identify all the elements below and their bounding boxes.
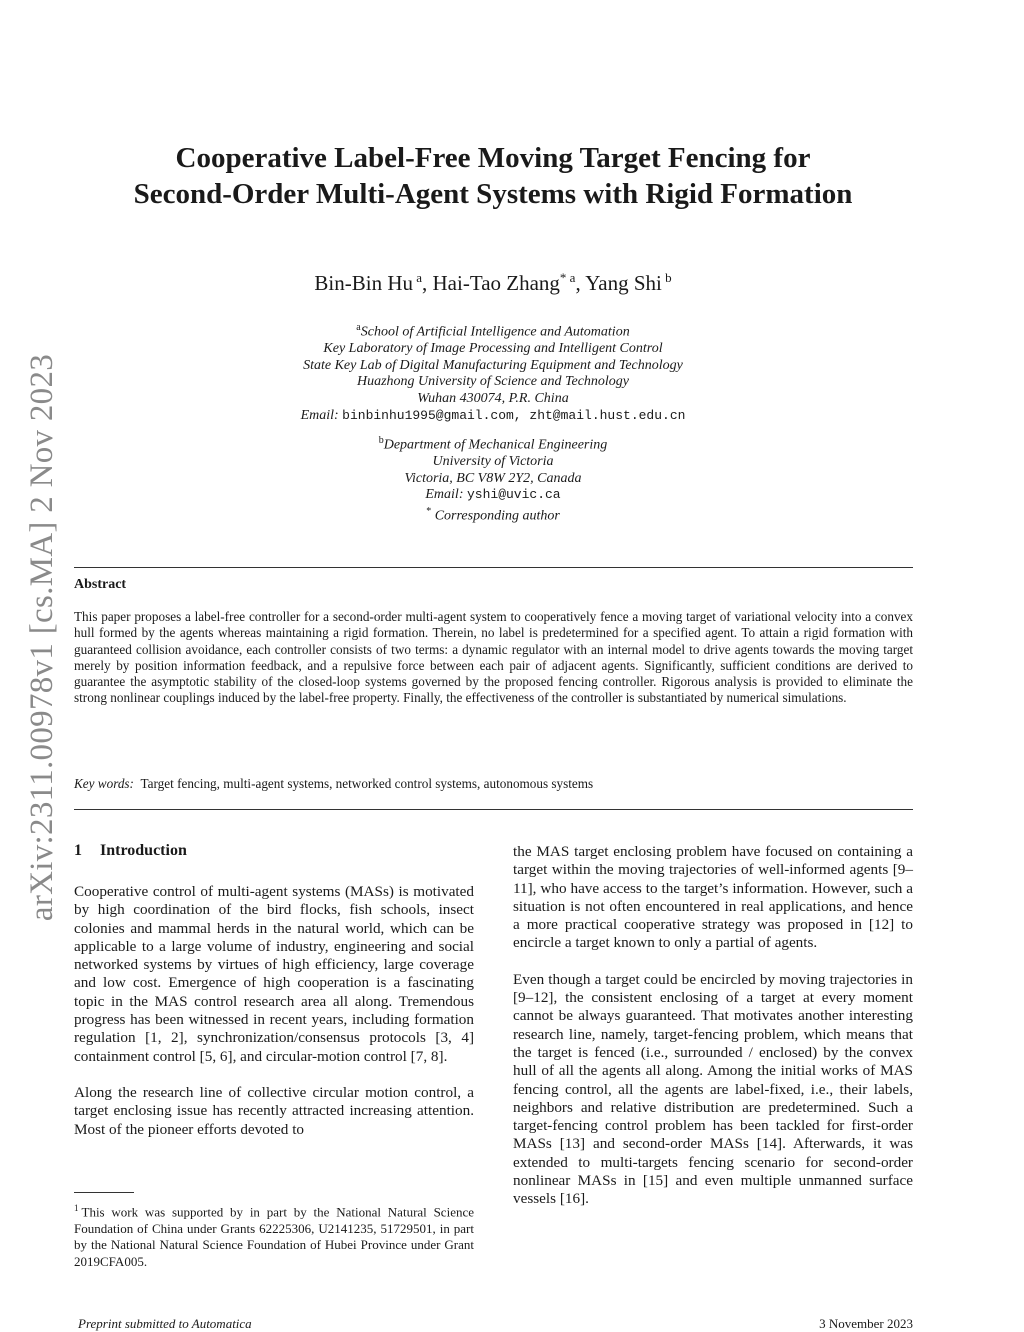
corresponding-author-note: Corresponding author [431,508,560,524]
keywords [74,776,593,792]
affiliation-line: Huazhong University of Science and Technology [356,374,630,390]
email-address[interactable]: binbinhu1995@gmail.com, zht@mail.hust.edu.cn [342,407,686,423]
email-address[interactable]: yshi@uvic.ca [466,487,561,503]
affiliation-b [74,433,912,525]
author-name: Yang Shi [585,271,662,295]
affiliation-line: Department of Mechanical Engineering [383,437,608,453]
affiliation-line: State Key Lab of Digital Manufacturing Equipment and Technology [303,357,683,373]
title-line-2: Second-Order Multi-Agent Systems with Rigid Formation [133,178,853,210]
email-label: Email: [300,407,343,423]
affiliation-line: Key Laboratory of Image Processing and Intelligent Control [323,341,663,357]
section-number: 1 [74,842,82,859]
abstract-heading: Abstract [74,577,127,592]
author-mark: * a [559,270,576,285]
body-paragraph: Even though a target could be encircled by moving trajectories in [9–12], the consistent enclosing of a target at every moment cannot be always guaranteed. That motivates another interesting research line, namely, target-fencing problem, which means that the target is fenced (i.e., surrounded / enclosed) by the convex hull of all the agents all along. Among the initial works of MAS fencing control, all the agents are label-fixed, i.e., their labels, neighbors and relative distribution are predetermined. Such a target-fencing control problem has been tackled for first-order MASs [13] and second-order MASs [14]. Afterwards, it was extended to multi-targets fencing scenario for second-order nonlinear MASs in [15] and even multiple unmanned surface vessels [16]. [513,970,913,1208]
footer-journal: Preprint submitted to Automatica [78,1316,252,1331]
email-label: Email: [425,487,467,503]
author-mark: a [412,270,423,285]
affiliation-line: Victoria, BC V8W 2Y2, Canada [404,470,582,486]
keywords-label: Key words: [74,776,134,791]
corresponding-mark: * [426,506,432,518]
footer-date: 3 November 2023 [819,1316,913,1331]
footnote-rule [74,1192,134,1193]
author-separator: , [575,271,586,295]
title-line-1: Cooperative Label-Free Moving Target Fencing for [175,142,811,174]
affiliation-line: School of Artificial Intelligence and Automation [360,324,630,340]
author-mark: b [661,270,672,285]
affiliation-a [74,320,912,424]
keywords-text: Target fencing, multi-agent systems, networked control systems, autonomous systems [140,776,594,791]
arxiv-stamp [20,342,66,932]
affiliation-mark: b [378,435,384,446]
author-separator: , [422,271,433,295]
section-title: Introduction [100,842,187,859]
left-column [74,883,474,1157]
author-name: Bin-Bin Hu [314,271,413,295]
affiliation-mark: a [356,322,361,333]
footnote-mark: 1 [74,1203,79,1213]
affiliation-line: Wuhan 430074, P.R. China [417,391,569,407]
body-paragraph: Along the research line of collective circular motion control, a target enclosing issue has recently attracted increasing attention. Most of the pioneer efforts devoted to [74,1083,474,1138]
abstract-top-rule [74,567,913,568]
arxiv-stamp-text: arXiv:2311.00978v1 [cs.MA] 2 Nov 2023 [24,353,61,921]
abstract-text: This paper proposes a label-free controller for a second-order multi-agent system to cooperatively fence a moving target of variational velocity into a convex hull formed by the agents whereas maintaining a rigid formation. Therein, no label is predetermined for a specified agent. To attain a rigid formation with guaranteed collision avoidance, each controller consists of two terms: a dynamic regulator with an internal model to drive agents towards the moving target merely by position information feedback, and a repulsive force between each pair of adjacent agents. Significantly, sufficient conditions are derived to guarantee the asymptotic stability of the closed-loop systems governed by the proposed fencing controller. Rigorous analysis is provided to eliminate the strong nonlinear couplings induced by the label-free property. Finally, the effectiveness of the controller is substantiated by numerical simulations. [74,609,913,706]
section-heading [74,842,187,860]
right-column [513,843,913,1227]
author-name: Hai-Tao Zhang [432,271,560,295]
author-list [74,270,912,296]
abstract-bottom-rule [74,809,913,810]
footnote-text: This work was supported by in part by the National Natural Science Foundation of China under Grants 62225306, U2141235, 51729501, in part by the National Natural Science Foundation of Hubei Province under Grant 2019CFA005. [74,1204,474,1269]
body-paragraph: Cooperative control of multi-agent systems (MASs) is motivated by high coordination of the bird flocks, fish schools, insect colonies and mammal herds in the natural world, which can be applicable to a large volume of industry, engineering and social networked systems by virtues of high efficiency, large coverage and low cost. Emergence of high cooperation is a fascinating topic in the MAS control research area all along. Tremendous progress has been witnessed in recent years, including formation regulation [1, 2], synchronization/consensus protocols [3, 4] containment control [5, 6], and circular-motion control [7, 8]. [74,883,474,1065]
paper-title [74,140,912,212]
body-paragraph: the MAS target enclosing problem have focused on containing a target within the moving trajectories of well-informed agents [9–11], who have access to the target’s information. However, such a situation is not often encountered in real applications, and hence a more practical cooperative strategy was proposed in [12] to encircle a target known to only a partial of agents. [513,843,913,952]
footnote [74,1200,474,1270]
affiliation-line: University of Victoria [432,454,554,470]
